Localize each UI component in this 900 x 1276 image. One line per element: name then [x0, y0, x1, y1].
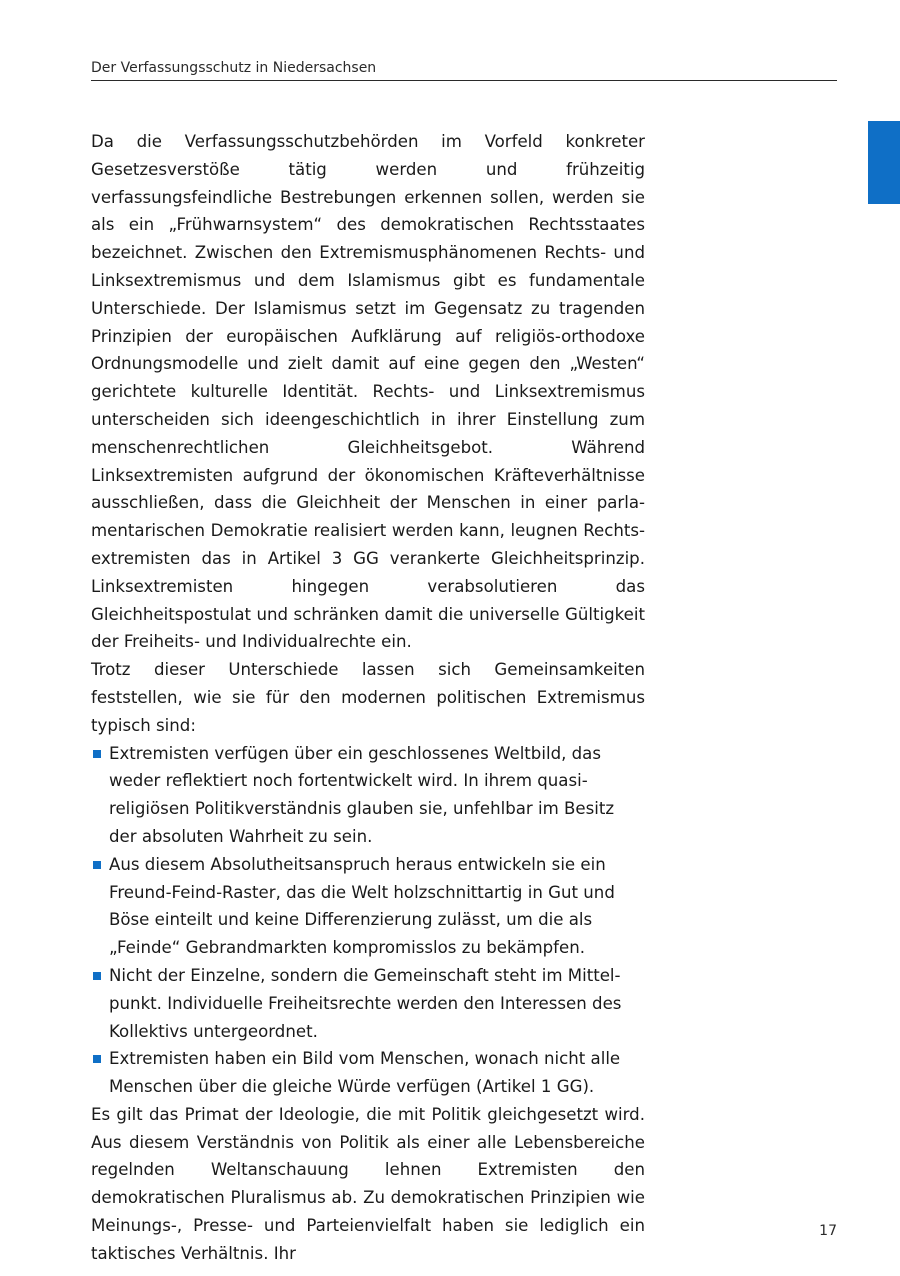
running-header-title: Der Verfassungsschutz in Niedersachsen: [91, 60, 377, 76]
running-header: [91, 57, 837, 81]
square-bullet-icon: [93, 861, 101, 869]
body-text: [91, 128, 645, 1268]
list-item-text: Extremisten verfügen über ein geschlossenes Weltbild, das weder reflektiert noch fortentwickelt wird. In ihrem quasireligiösen Politikverständnis glauben sie, unfehlbar im Besitz der absoluten Wahrheit zu sein.: [109, 743, 615, 846]
list-item-text: Extremisten haben ein Bild vom Menschen, wonach nicht alle Menschen über die gleiche Würde verfügen (Artikel 1 GG).: [109, 1049, 621, 1097]
paragraph-1: Da die Verfassungsschutzbehörden im Vorfeld konkreter Gesetzesverstöße tätig werden und frühzeitig verfassungsfeindliche Bestrebungen erkennen sollen, werden sie als ein „Frühwarnsystem“ des demokratischen Rechtsstaates bezeichnet. Zwischen den Extremismusphänomenen Rechts- und Linksextremismus und dem Islamismus gibt es fundamentale Unterschiede. Der Islamismus setzt im Gegensatz zu tragenden Prinzipien der europäischen Aufklärung auf religiös-orthodoxe Ordnungsmodelle und zielt damit auf eine gegen den „Westen“ gerichtete kulturelle Identität. Rechts- und Linksextremismus unterscheiden sich ideengeschichtlich in ihrer Einstellung zum menschenrechtlichen Gleichheitsgebot. Während Linksextremisten aufgrund der ökonomischen Kräfteverhältnisse ausschließen, dass die Gleichheit der Menschen in einer parlamentarischen Demokratie realisiert werden kann, leugnen Rechtsextremisten das in Artikel 3 GG verankerte Gleichheitsprinzip. Linksextremisten hingegen verabsolutieren das Gleichheitspostulat und schränken damit die universelle Gültigkeit der Freiheits- und Individualrechte ein.: [91, 132, 645, 652]
square-bullet-icon: [93, 750, 101, 758]
list-item: [91, 962, 645, 1045]
list-item: [91, 740, 645, 851]
list-item: [91, 1045, 645, 1101]
list-item-text: Aus diesem Absolutheitsanspruch heraus entwickeln sie ein Freund-Feind-Raster, das die Welt holzschnittartig in Gut und Böse einteilt und keine Differenzierung zulässt, um die als „Feinde“ Gebrandmarkten kompromisslos zu bekämpfen.: [109, 854, 615, 958]
paragraph-3: Es gilt das Primat der Ideologie, die mit Politik gleichgesetzt wird. Aus diesem Verständnis von Politik als einer alle Lebensbereiche regelnden Weltanschauung lehnen Extremisten den demokratischen Pluralismus ab. Zu demokratischen Prinzipien wie Meinungs-, Presse- und Parteienvielfalt haben sie lediglich ein taktisches Verhältnis. Ihr: [91, 1104, 645, 1263]
list-item-text: Nicht der Einzelne, sondern die Gemeinschaft steht im Mittelpunkt. Individuelle Freiheitsrechte werden den Interessen des Kollektivs untergeordnet.: [109, 965, 622, 1041]
square-bullet-icon: [93, 972, 101, 980]
page-number: 17: [819, 1223, 837, 1239]
list-item: [91, 851, 645, 962]
square-bullet-icon: [93, 1055, 101, 1063]
paragraph-2: Trotz dieser Unterschiede lassen sich Gemeinsamkeiten feststellen, wie sie für den modernen politischen Extremismus typisch sind:: [91, 660, 645, 735]
chapter-tab-marker: [868, 121, 900, 204]
bullet-list: [91, 740, 645, 1101]
